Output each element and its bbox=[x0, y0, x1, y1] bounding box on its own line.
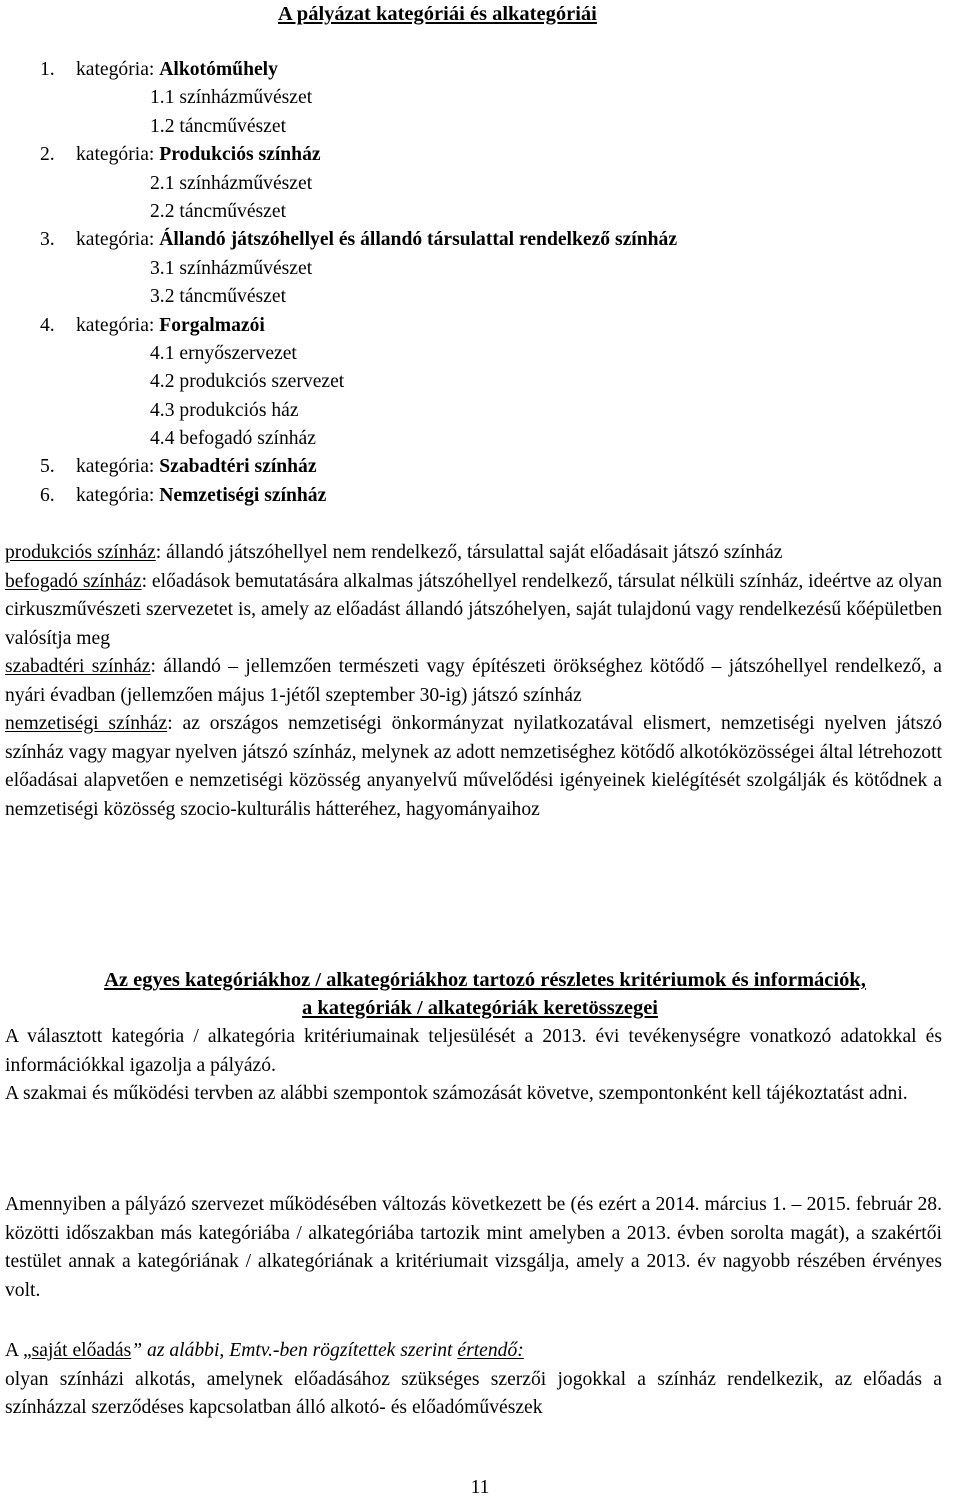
category-prefix: kategória: bbox=[76, 314, 160, 336]
definition-term: produkciós színház bbox=[5, 542, 156, 563]
p4-italic: ” az alábbi, Emtv.-ben rögzítettek szerint bbox=[131, 1340, 458, 1361]
p4-italic-underlined: értendő: bbox=[457, 1340, 524, 1361]
definition-produkcios bbox=[5, 539, 942, 568]
paragraph-3: Amennyiben a pályázó szervezet működésében változás következett be (és ezért a 2014. március 1. – 2015. február 28. közötti időszakban más kategóriába / alkategóriába tartozik mint amelyben a 2013. évben sorolta magát), a szakértői testület annak a kategóriának / alkategóriának a kritériumait vizsgálja, amely a 2013. év nagyobb részében érvényes volt. bbox=[5, 1194, 942, 1301]
subcategory-item bbox=[0, 368, 960, 396]
p4-term: saját előadás bbox=[31, 1340, 132, 1361]
subcategory-label: 1.1 színházművészet bbox=[150, 87, 313, 109]
subcategory-item bbox=[0, 340, 960, 368]
definitions bbox=[5, 539, 942, 824]
paragraph-5: olyan színházi alkotás, amelynek előadásához szükséges szerzői jogokkal a színház rendelkezik, az előadás a színházzal szerződéses kapcsolatban álló alkotó- és előadóművészek bbox=[5, 1368, 942, 1418]
category-item bbox=[0, 141, 960, 169]
paragraph-2: A szakmai és működési tervben az alábbi szempontok számozását követve, szempontonként kell tájékoztatást adni. bbox=[5, 1083, 908, 1104]
subcategory-item bbox=[0, 84, 960, 112]
subcategory-label: 2.2 táncművészet bbox=[150, 200, 287, 222]
body-block-3 bbox=[5, 1337, 942, 1423]
category-label bbox=[76, 453, 317, 481]
page-number: 11 bbox=[470, 1477, 490, 1498]
subcategory-item bbox=[0, 170, 960, 198]
subcategory-label: 4.2 produkciós szervezet bbox=[150, 371, 345, 393]
category-number: 1. bbox=[40, 59, 55, 80]
definition-term: szabadtéri színház bbox=[5, 656, 151, 677]
paragraph-1: A választott kategória / alkategória kritériumainak teljesülését a 2013. évi tevékenységre vonatkozó adatokkal és információkkal igazolja a pályázó. bbox=[5, 1026, 942, 1076]
definition-term: nemzetiségi színház bbox=[5, 713, 168, 734]
category-name: Forgalmazói bbox=[159, 314, 265, 336]
category-number: 6. bbox=[40, 484, 55, 506]
category-label bbox=[76, 312, 265, 340]
definition-szabadteri bbox=[5, 653, 942, 710]
category-number: 2. bbox=[40, 144, 55, 166]
category-label bbox=[76, 56, 278, 84]
subcategory-item bbox=[0, 198, 960, 226]
category-name: Szabadtéri színház bbox=[159, 456, 317, 478]
subcategory-item bbox=[0, 255, 960, 283]
category-prefix: kategória: bbox=[76, 59, 160, 80]
category-list bbox=[0, 56, 960, 510]
subcategory-label: 4.4 befogadó színház bbox=[150, 428, 316, 450]
section-title bbox=[0, 966, 960, 1022]
subcategory-label: 4.3 produkciós ház bbox=[150, 399, 299, 421]
category-item bbox=[0, 226, 960, 254]
subcategory-item bbox=[0, 113, 960, 141]
category-label bbox=[76, 482, 326, 510]
category-number: 5. bbox=[40, 456, 55, 478]
subcategory-label: 4.1 ernyőszervezet bbox=[150, 342, 297, 364]
category-prefix: kategória: bbox=[76, 229, 160, 251]
subcategory-label: 1.2 táncművészet bbox=[150, 115, 287, 137]
category-label bbox=[76, 141, 321, 169]
subcategory-item bbox=[0, 397, 960, 425]
category-name: Állandó játszóhellyel és állandó társulattal rendelkező színház bbox=[159, 229, 678, 251]
body-block-2 bbox=[5, 1191, 942, 1305]
category-name: Alkotóműhely bbox=[159, 59, 278, 80]
subcategory-item bbox=[0, 283, 960, 311]
definition-text: : az országos nemzetiségi önkormányzat nyilatkozatával elismert, nemzetiségi nyelven játszó színház vagy magyar nyelven játszó színház, melynek az adott nemzetiséghez kötődő alkotóközösségei által létrehozott előadásai alapvetően e nemzetiségi közösség anyanyelvű művelődési igényeinek kielégítését szolgálják és kötődnek a nemzetiségi közösség szocio-kulturális hátteréhez, hagyományaihoz bbox=[5, 713, 942, 820]
category-prefix: kategória: bbox=[76, 456, 160, 478]
definition-text: : előadások bemutatására alkalmas játszóhellyel rendelkező, társulat nélküli színház, ideértve az olyan cirkuszművészeti szervezetet is, amely az előadást állandó játszóhelyen, saját tulajdonú vagy rendelkezésű kőépületben valósítja meg bbox=[5, 570, 942, 649]
category-number: 4. bbox=[40, 314, 55, 336]
section-title-line2: a kategóriák / alkategóriák keretösszegei bbox=[301, 997, 659, 1019]
body-block-1 bbox=[5, 1023, 942, 1109]
definition-term: befogadó színház bbox=[5, 570, 142, 592]
definition-text: : állandó – jellemzően természeti vagy építészeti örökséghez kötődő – játszóhellyel rendelkező, a nyári évadban (jellemzően május 1-jétől szeptember 30-ig) játszó színház bbox=[5, 656, 942, 706]
definition-befogado bbox=[5, 568, 942, 654]
paragraph-4 bbox=[5, 1337, 942, 1366]
category-name: Produkciós színház bbox=[159, 144, 321, 166]
category-item bbox=[0, 453, 960, 481]
subcategory-item bbox=[0, 425, 960, 453]
category-name: Nemzetiségi színház bbox=[159, 484, 327, 506]
subcategory-label: 2.1 színházművészet bbox=[150, 172, 313, 194]
p4-open: A „ bbox=[5, 1340, 32, 1361]
category-label bbox=[76, 226, 677, 254]
category-prefix: kategória: bbox=[76, 144, 160, 166]
category-prefix: kategória: bbox=[76, 484, 160, 506]
category-item bbox=[0, 312, 960, 340]
page-title: A pályázat kategóriái és alkategóriái bbox=[278, 3, 597, 25]
definition-nemzetisegi bbox=[5, 710, 942, 824]
category-number: 3. bbox=[40, 229, 55, 251]
section-title-line1: Az egyes kategóriákhoz / alkategóriákhoz tartozó részletes kritériumok és információk, bbox=[104, 969, 866, 991]
category-item bbox=[0, 482, 960, 510]
definition-text: : állandó játszóhellyel nem rendelkező, társulattal saját előadásait játszó színház bbox=[155, 542, 783, 563]
category-item bbox=[0, 56, 960, 84]
subcategory-label: 3.1 színházművészet bbox=[150, 257, 313, 279]
subcategory-label: 3.2 táncművészet bbox=[150, 286, 287, 308]
